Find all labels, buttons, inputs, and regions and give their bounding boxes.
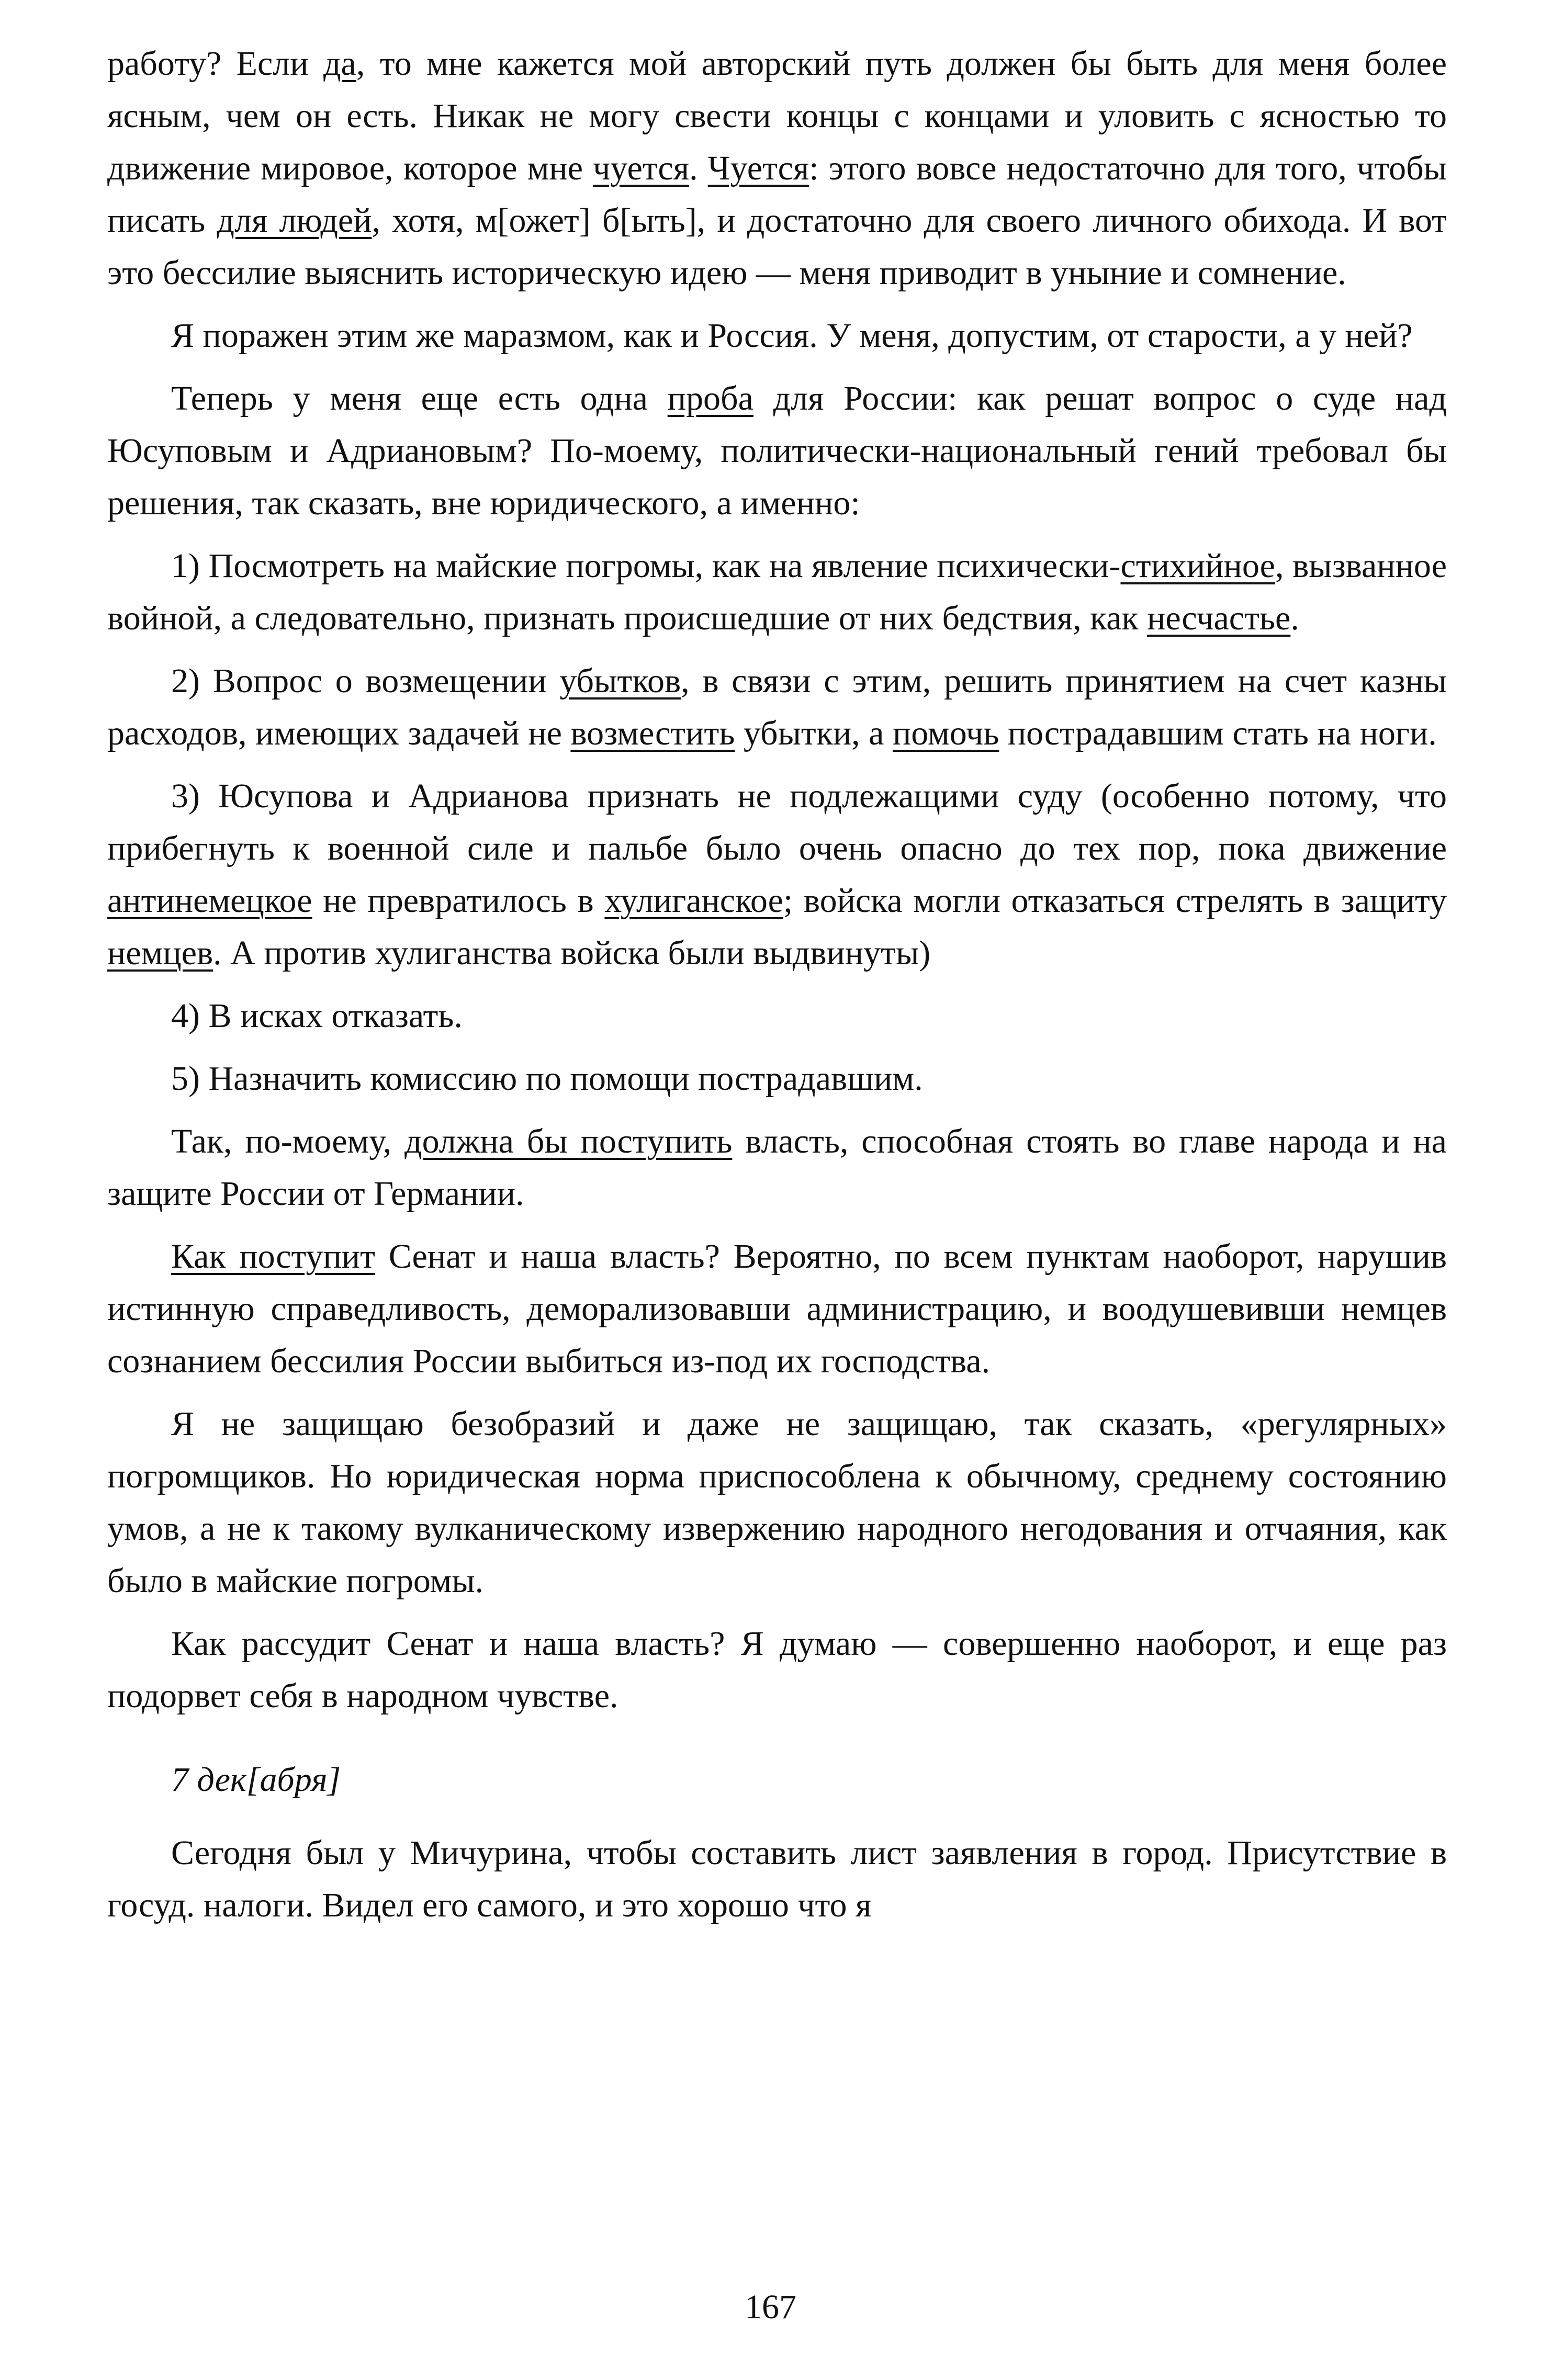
underlined-text: антинемецкое [107,882,312,920]
underlined-text: возместить [570,714,735,752]
underlined-text: да [323,44,356,83]
underlined-text: хулиганское [604,882,783,920]
paragraph [107,1053,1447,1105]
text-run: ; войска могли отказаться стрелять в защиту [783,882,1447,920]
text-run: 3) Юсупова и Адрианова признать не подлежащими суду (особенно потому, что прибегнуть к военной силе и пальбе было очень опасно до тех пор, пока движение [107,777,1447,867]
paragraph [107,990,1447,1042]
underlined-text: Чуется [707,149,809,187]
text-run: 2) Вопрос о возмещении [171,662,560,700]
text-run: не превратилось в [312,882,605,920]
underlined-text: немцев [107,934,213,972]
text-run: убытки, а [735,714,893,752]
text-run: 5) Назначить комиссию по помощи пострадавшим. [171,1059,923,1098]
text-run: , вызванное войной, а следовательно, признать происшедшие от них бедствия, как [107,547,1447,637]
text-run: пострадавшим стать на ноги. [999,714,1437,752]
text-run: Я не защищаю безобразий и даже не защищаю, так сказать, «регулярных» погромщиков. Но юридическая норма приспособлена к обычному, среднему состоянию умов, а не к такому вулканическому извержению народного негодования и отчаяния, как было в майские погромы. [107,1405,1447,1600]
underlined-text: для людей [217,201,372,240]
text-run: , в связи с этим, решить принятием на счет казны расходов, имеющих задачей не [107,662,1447,752]
text-run: , хотя, м[ожет] б[ыть], и достаточно для своего личного обихода. И вот это бессилие выяснить историческую идею — меня приводит в уныние и сомнение. [107,201,1447,292]
page-number: 167 [745,2288,796,2326]
text-run: . А против хулиганства войска были выдвинуты) [213,934,931,972]
paragraph [107,540,1447,645]
diary-text [107,38,1447,1722]
text-run: . [689,149,708,187]
page-body [107,38,1447,1932]
paragraph [107,373,1447,529]
text-run: работу? Если [107,44,323,83]
paragraph [107,770,1447,979]
underlined-text: проба [667,379,753,418]
paragraph [107,1231,1447,1388]
underlined-text: Как поступит [171,1237,375,1276]
paragraph [107,310,1447,362]
text-run: 4) В исках отказать. [171,997,463,1035]
paragraph [107,1618,1447,1722]
text-run: власть, способная стоять во главе народа и на защите России от Германии. [107,1122,1447,1213]
text-run: для России: как решат вопрос о суде над Юсуповым и Адриановым? По-моему, политически-национальный гений требовал бы решения, так сказать, вне юридического, а именно: [107,379,1447,522]
text-run: Как рассудит Сенат и наша власть? Я думаю — совершенно наоборот, и еще раз подорвет себя в народном чувстве. [107,1625,1447,1715]
text-run: . [1290,599,1299,637]
underlined-text: чуется [593,149,690,187]
final-paragraph: Сегодня был у Мичурина, чтобы составить лист заявления в город. Присутствие в госуд. налоги. Видел его самого, и это хорошо что я [107,1834,1447,1924]
underlined-text: помочь [892,714,999,752]
text-run: Сенат и наша власть? Вероятно, по всем пунктам наоборот, нарушив истинную справедливость, деморализовавши администрацию, и воодушевивши немцев сознанием бессилия России выбиться из-под их господства. [107,1237,1447,1380]
text-run: : этого вовсе недостаточно для того, чтобы писать [107,149,1447,240]
text-run: 1) Посмотреть на майские погромы, как на явление психически- [171,547,1121,585]
text-run: Теперь у меня еще есть одна [171,379,668,418]
underlined-text: должна бы поступить [404,1122,733,1160]
underlined-text: стихийное [1120,547,1275,585]
paragraph [107,655,1447,760]
paragraph [107,1398,1447,1607]
paragraph [107,1115,1447,1220]
underlined-text: несчастье [1147,599,1291,637]
text-run: , то мне кажется мой авторский путь должен бы быть для меня более ясным, чем он есть. Никак не могу свести концы с концами и уловить с ясностью то движение мировое, которое мне [107,44,1447,187]
underlined-text: убытков [559,662,681,700]
paragraph [107,38,1447,299]
text-run: Так, по-моему, [171,1122,405,1160]
date-heading: 7 дек[абря] [171,1761,341,1799]
text-run: Я поражен этим же маразмом, как и Россия. У меня, допустим, от старости, а у ней? [171,317,1413,355]
